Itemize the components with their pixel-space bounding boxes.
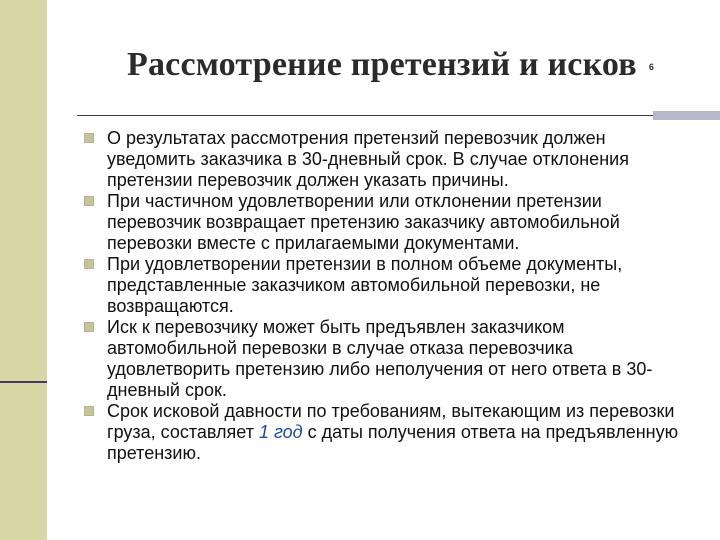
bullet-text: Иск к перевозчику может быть предъявлен заказчиком автомобильной перевозки в случае отказа перевозчика удовлетворить претензию либо неполучения от него ответа в 30-дневный срок. [107,317,653,400]
slide-title-text: Рассмотрение претензий и исков [127,46,637,83]
bullet-item [84,401,696,464]
slide-title [127,46,654,84]
bullet-item [84,191,696,254]
slide-number: 6 [648,62,655,73]
square-bullet-icon [84,259,94,269]
title-rule-accent [653,111,720,120]
side-band [0,0,47,540]
bullet-text-after: с даты получения ответа на предъявленную претензию. [107,422,679,463]
square-bullet-icon [84,196,94,206]
title-rule [77,115,720,116]
bullet-item [84,128,696,191]
bullet-text: При удовлетворении претензии в полном объеме документы, представленные заказчиком автомобильной перевозки, не возвращаются. [107,254,623,316]
square-bullet-icon [84,322,94,332]
bullet-list [84,128,696,464]
square-bullet-icon [84,406,94,416]
bullet-text: О результатах рассмотрения претензий перевозчик должен уведомить заказчика в 30-дневный срок. В случае отклонения претензии перевозчик должен указать причины. [107,128,629,190]
square-bullet-icon [84,133,94,143]
side-band-divider [0,381,47,383]
bullet-item [84,317,696,401]
bullet-text-before: Срок исковой давности по требованиям, вытекающим из перевозки груза, составляет [107,401,675,442]
bullet-item [84,254,696,317]
title-area [47,0,720,118]
bullet-text: При частичном удовлетворении или отклонении претензии перевозчик возвращает претензию заказчику автомобильной перевозки вместе с прилагаемыми документами. [107,191,620,253]
term-link[interactable]: 1 год [258,422,303,442]
